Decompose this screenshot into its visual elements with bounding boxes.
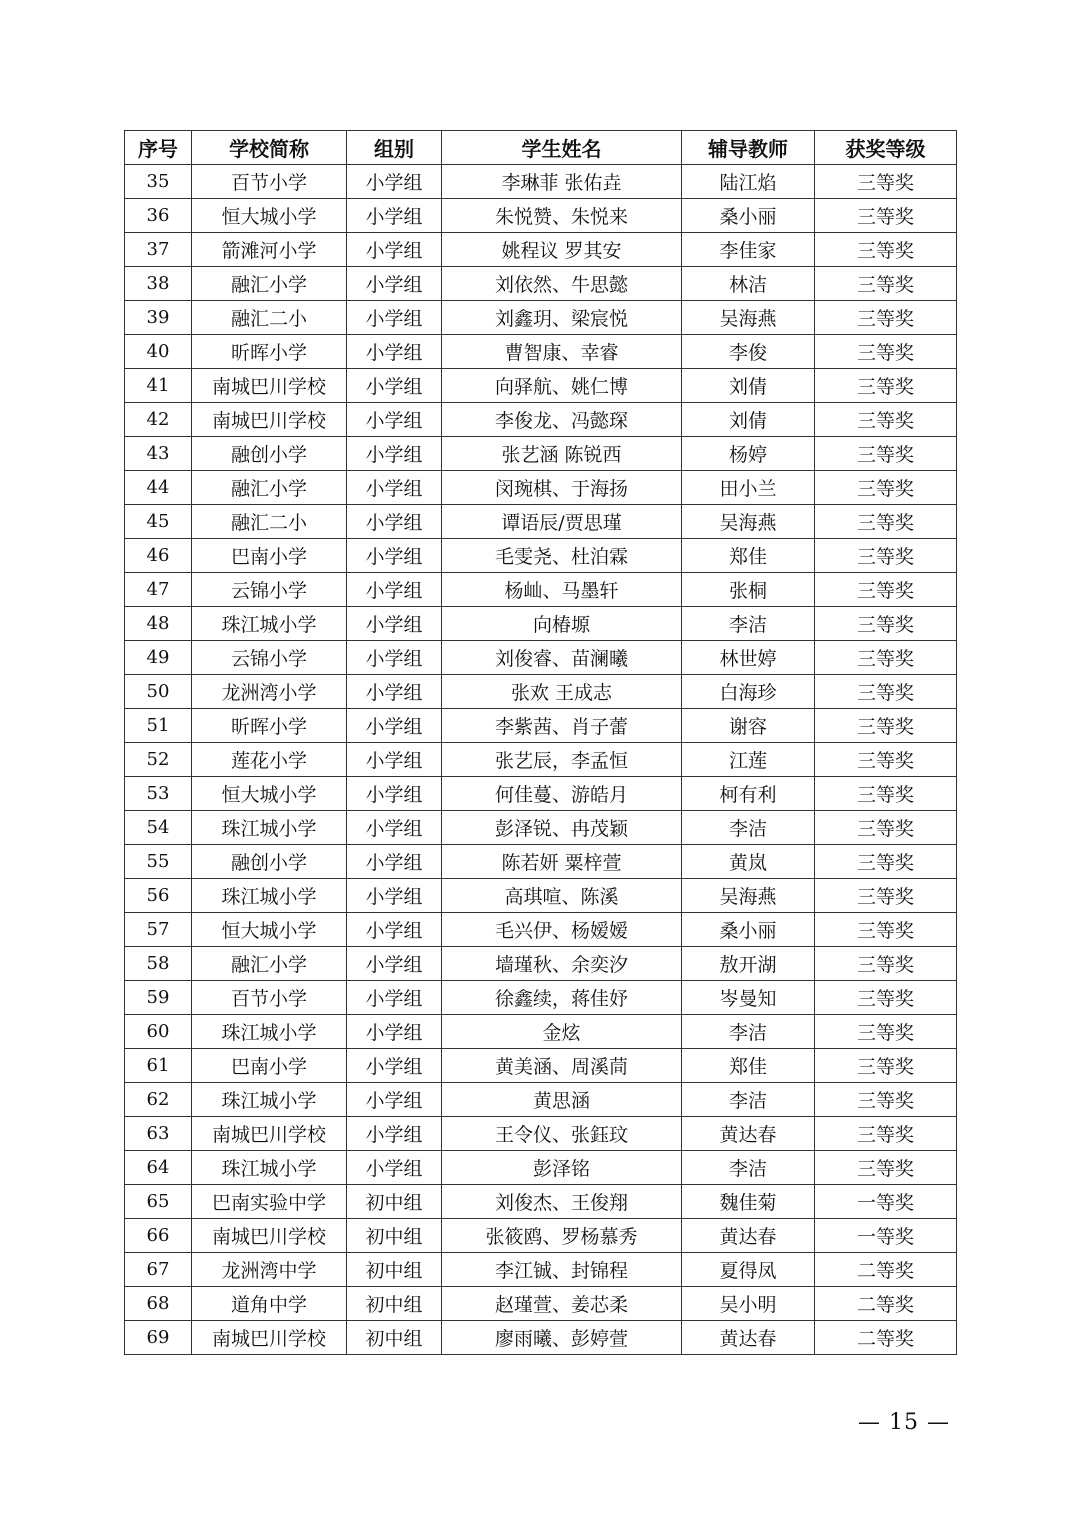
cell-students: 张欢 王成志 (442, 675, 682, 709)
table-row (125, 1151, 957, 1185)
cell-students: 李琳菲 张佑垚 (442, 165, 682, 199)
cell-award: 三等奖 (815, 845, 957, 879)
table-row (125, 471, 957, 505)
cell-index: 37 (125, 233, 192, 267)
cell-index: 53 (125, 777, 192, 811)
cell-group: 小学组 (347, 1083, 442, 1117)
cell-award: 三等奖 (815, 1015, 957, 1049)
cell-school: 昕晖小学 (192, 709, 347, 743)
cell-index: 54 (125, 811, 192, 845)
table-row (125, 199, 957, 233)
table-row (125, 709, 957, 743)
cell-award: 三等奖 (815, 369, 957, 403)
cell-teacher: 陆江焰 (682, 165, 815, 199)
cell-school: 云锦小学 (192, 573, 347, 607)
table-row (125, 505, 957, 539)
cell-students: 陈若妍 粟梓萱 (442, 845, 682, 879)
header-award: 获奖等级 (815, 131, 957, 165)
cell-teacher: 郑佳 (682, 1049, 815, 1083)
cell-teacher: 吴小明 (682, 1287, 815, 1321)
cell-index: 39 (125, 301, 192, 335)
table-row (125, 607, 957, 641)
cell-students: 李江铖、封锦程 (442, 1253, 682, 1287)
cell-students: 向驿航、姚仁博 (442, 369, 682, 403)
cell-group: 小学组 (347, 1015, 442, 1049)
cell-school: 南城巴川学校 (192, 1219, 347, 1253)
cell-students: 何佳蔓、游皓月 (442, 777, 682, 811)
cell-school: 融创小学 (192, 845, 347, 879)
cell-index: 65 (125, 1185, 192, 1219)
cell-index: 48 (125, 607, 192, 641)
cell-students: 黄美涵、周溪茼 (442, 1049, 682, 1083)
table-row (125, 1185, 957, 1219)
table-row (125, 913, 957, 947)
cell-award: 二等奖 (815, 1253, 957, 1287)
cell-students: 毛雯尧、杜泊霖 (442, 539, 682, 573)
cell-school: 南城巴川学校 (192, 1321, 347, 1355)
cell-index: 64 (125, 1151, 192, 1185)
cell-teacher: 黄岚 (682, 845, 815, 879)
cell-group: 小学组 (347, 233, 442, 267)
table-row (125, 301, 957, 335)
cell-teacher: 田小兰 (682, 471, 815, 505)
cell-award: 三等奖 (815, 165, 957, 199)
header-school: 学校简称 (192, 131, 347, 165)
cell-students: 杨屾、马墨轩 (442, 573, 682, 607)
cell-group: 小学组 (347, 743, 442, 777)
cell-group: 小学组 (347, 947, 442, 981)
cell-students: 李紫茜、肖子蕾 (442, 709, 682, 743)
cell-group: 小学组 (347, 1151, 442, 1185)
cell-index: 51 (125, 709, 192, 743)
cell-award: 三等奖 (815, 777, 957, 811)
cell-award: 三等奖 (815, 471, 957, 505)
cell-school: 融创小学 (192, 437, 347, 471)
cell-teacher: 李洁 (682, 1151, 815, 1185)
cell-school: 百节小学 (192, 165, 347, 199)
cell-school: 恒大城小学 (192, 777, 347, 811)
cell-index: 45 (125, 505, 192, 539)
table-row (125, 845, 957, 879)
cell-group: 小学组 (347, 403, 442, 437)
cell-award: 一等奖 (815, 1219, 957, 1253)
cell-students: 刘俊睿、苗澜曦 (442, 641, 682, 675)
cell-teacher: 黄达春 (682, 1321, 815, 1355)
header-teacher: 辅导教师 (682, 131, 815, 165)
cell-award: 三等奖 (815, 199, 957, 233)
cell-group: 小学组 (347, 811, 442, 845)
cell-students: 谭语辰/贾思瑾 (442, 505, 682, 539)
cell-group: 小学组 (347, 165, 442, 199)
header-students: 学生姓名 (442, 131, 682, 165)
table-row (125, 1015, 957, 1049)
cell-group: 小学组 (347, 641, 442, 675)
award-table (124, 130, 957, 1355)
cell-teacher: 李俊 (682, 335, 815, 369)
cell-teacher: 杨婷 (682, 437, 815, 471)
table-row (125, 165, 957, 199)
cell-teacher: 李佳家 (682, 233, 815, 267)
cell-teacher: 吴海燕 (682, 505, 815, 539)
cell-students: 王令仪、张鈺玟 (442, 1117, 682, 1151)
table-row (125, 743, 957, 777)
table-row (125, 437, 957, 471)
cell-award: 三等奖 (815, 879, 957, 913)
cell-school: 百节小学 (192, 981, 347, 1015)
cell-index: 52 (125, 743, 192, 777)
cell-group: 小学组 (347, 301, 442, 335)
table-row (125, 675, 957, 709)
cell-teacher: 林洁 (682, 267, 815, 301)
cell-teacher: 黄达春 (682, 1117, 815, 1151)
cell-teacher: 李洁 (682, 1083, 815, 1117)
cell-index: 62 (125, 1083, 192, 1117)
cell-award: 三等奖 (815, 913, 957, 947)
cell-award: 三等奖 (815, 1151, 957, 1185)
cell-award: 三等奖 (815, 709, 957, 743)
cell-school: 珠江城小学 (192, 879, 347, 913)
cell-teacher: 夏得凤 (682, 1253, 815, 1287)
cell-school: 珠江城小学 (192, 811, 347, 845)
cell-teacher: 岑曼知 (682, 981, 815, 1015)
cell-index: 47 (125, 573, 192, 607)
header-index: 序号 (125, 131, 192, 165)
table-row (125, 539, 957, 573)
cell-index: 49 (125, 641, 192, 675)
cell-teacher: 李洁 (682, 1015, 815, 1049)
cell-teacher: 魏佳菊 (682, 1185, 815, 1219)
cell-award: 三等奖 (815, 607, 957, 641)
cell-school: 南城巴川学校 (192, 403, 347, 437)
cell-teacher: 张桐 (682, 573, 815, 607)
cell-school: 龙洲湾小学 (192, 675, 347, 709)
cell-group: 小学组 (347, 539, 442, 573)
cell-index: 66 (125, 1219, 192, 1253)
cell-school: 融汇二小 (192, 505, 347, 539)
cell-students: 赵瑾萱、姜芯柔 (442, 1287, 682, 1321)
cell-group: 小学组 (347, 913, 442, 947)
table-row (125, 641, 957, 675)
cell-school: 道角中学 (192, 1287, 347, 1321)
cell-award: 三等奖 (815, 675, 957, 709)
cell-group: 初中组 (347, 1185, 442, 1219)
cell-award: 三等奖 (815, 947, 957, 981)
cell-students: 刘依然、牛思懿 (442, 267, 682, 301)
cell-students: 朱悦赞、朱悦来 (442, 199, 682, 233)
cell-school: 南城巴川学校 (192, 369, 347, 403)
cell-school: 巴南实验中学 (192, 1185, 347, 1219)
cell-index: 55 (125, 845, 192, 879)
table-row (125, 1219, 957, 1253)
cell-students: 彭泽锐、冉茂颖 (442, 811, 682, 845)
cell-group: 小学组 (347, 845, 442, 879)
cell-students: 刘鑫玥、梁宸悦 (442, 301, 682, 335)
cell-award: 三等奖 (815, 981, 957, 1015)
cell-students: 徐鑫续，蒋佳妤 (442, 981, 682, 1015)
table-row (125, 1117, 957, 1151)
cell-group: 初中组 (347, 1219, 442, 1253)
table-row (125, 879, 957, 913)
cell-school: 融汇小学 (192, 267, 347, 301)
cell-school: 箭滩河小学 (192, 233, 347, 267)
cell-award: 二等奖 (815, 1287, 957, 1321)
cell-group: 小学组 (347, 709, 442, 743)
page-number: — 15 — (858, 1410, 950, 1435)
cell-group: 小学组 (347, 369, 442, 403)
cell-teacher: 桑小丽 (682, 199, 815, 233)
cell-school: 融汇二小 (192, 301, 347, 335)
cell-students: 廖雨曦、彭婷萱 (442, 1321, 682, 1355)
cell-students: 黄思涵 (442, 1083, 682, 1117)
cell-group: 小学组 (347, 1117, 442, 1151)
table-row (125, 811, 957, 845)
cell-school: 恒大城小学 (192, 199, 347, 233)
cell-index: 36 (125, 199, 192, 233)
cell-index: 40 (125, 335, 192, 369)
cell-students: 曹智康、幸睿 (442, 335, 682, 369)
cell-group: 小学组 (347, 573, 442, 607)
cell-group: 小学组 (347, 777, 442, 811)
cell-teacher: 白海珍 (682, 675, 815, 709)
cell-group: 小学组 (347, 335, 442, 369)
cell-award: 三等奖 (815, 811, 957, 845)
cell-school: 融汇小学 (192, 471, 347, 505)
cell-school: 恒大城小学 (192, 913, 347, 947)
cell-school: 巴南小学 (192, 1049, 347, 1083)
cell-school: 巴南小学 (192, 539, 347, 573)
cell-award: 二等奖 (815, 1321, 957, 1355)
cell-award: 三等奖 (815, 301, 957, 335)
cell-index: 42 (125, 403, 192, 437)
table-row (125, 335, 957, 369)
cell-students: 闵琬棋、于海扬 (442, 471, 682, 505)
cell-award: 三等奖 (815, 233, 957, 267)
cell-school: 南城巴川学校 (192, 1117, 347, 1151)
cell-students: 刘俊杰、王俊翔 (442, 1185, 682, 1219)
cell-award: 三等奖 (815, 1117, 957, 1151)
cell-award: 三等奖 (815, 573, 957, 607)
table-row (125, 267, 957, 301)
cell-group: 初中组 (347, 1287, 442, 1321)
table-row (125, 403, 957, 437)
cell-students: 姚程议 罗其安 (442, 233, 682, 267)
cell-teacher: 郑佳 (682, 539, 815, 573)
cell-index: 61 (125, 1049, 192, 1083)
cell-award: 三等奖 (815, 437, 957, 471)
cell-students: 李俊龙、冯懿琛 (442, 403, 682, 437)
header-row (125, 131, 957, 165)
cell-teacher: 谢容 (682, 709, 815, 743)
cell-students: 彭泽铭 (442, 1151, 682, 1185)
cell-group: 小学组 (347, 437, 442, 471)
cell-award: 一等奖 (815, 1185, 957, 1219)
cell-group: 小学组 (347, 1049, 442, 1083)
cell-teacher: 李洁 (682, 811, 815, 845)
table-row (125, 777, 957, 811)
table-row (125, 1287, 957, 1321)
cell-group: 小学组 (347, 879, 442, 913)
cell-award: 三等奖 (815, 505, 957, 539)
cell-teacher: 江莲 (682, 743, 815, 777)
cell-index: 59 (125, 981, 192, 1015)
cell-group: 小学组 (347, 981, 442, 1015)
cell-school: 珠江城小学 (192, 1015, 347, 1049)
cell-index: 41 (125, 369, 192, 403)
cell-teacher: 黄达春 (682, 1219, 815, 1253)
cell-award: 三等奖 (815, 539, 957, 573)
cell-group: 初中组 (347, 1253, 442, 1287)
cell-teacher: 桑小丽 (682, 913, 815, 947)
table-row (125, 947, 957, 981)
cell-teacher: 刘倩 (682, 369, 815, 403)
cell-index: 60 (125, 1015, 192, 1049)
cell-group: 小学组 (347, 607, 442, 641)
cell-group: 小学组 (347, 199, 442, 233)
cell-school: 龙洲湾中学 (192, 1253, 347, 1287)
table-row (125, 573, 957, 607)
cell-students: 毛兴伊、杨嫒嫒 (442, 913, 682, 947)
cell-teacher: 柯有利 (682, 777, 815, 811)
cell-school: 珠江城小学 (192, 1083, 347, 1117)
cell-teacher: 林世婷 (682, 641, 815, 675)
cell-teacher: 吴海燕 (682, 301, 815, 335)
cell-index: 46 (125, 539, 192, 573)
cell-school: 融汇小学 (192, 947, 347, 981)
cell-students: 墙瑾秋、余奕汐 (442, 947, 682, 981)
table-row (125, 233, 957, 267)
cell-award: 三等奖 (815, 641, 957, 675)
cell-school: 珠江城小学 (192, 1151, 347, 1185)
cell-group: 小学组 (347, 675, 442, 709)
cell-index: 35 (125, 165, 192, 199)
cell-award: 三等奖 (815, 1049, 957, 1083)
cell-index: 67 (125, 1253, 192, 1287)
cell-index: 50 (125, 675, 192, 709)
cell-index: 63 (125, 1117, 192, 1151)
cell-school: 云锦小学 (192, 641, 347, 675)
cell-group: 小学组 (347, 505, 442, 539)
cell-students: 高琪喧、陈溪 (442, 879, 682, 913)
table-row (125, 369, 957, 403)
table-row (125, 1083, 957, 1117)
cell-award: 三等奖 (815, 267, 957, 301)
table-row (125, 981, 957, 1015)
cell-teacher: 吴海燕 (682, 879, 815, 913)
table-row (125, 1321, 957, 1355)
cell-index: 44 (125, 471, 192, 505)
cell-index: 57 (125, 913, 192, 947)
header-group: 组别 (347, 131, 442, 165)
cell-award: 三等奖 (815, 403, 957, 437)
cell-index: 43 (125, 437, 192, 471)
cell-group: 初中组 (347, 1321, 442, 1355)
table-body (125, 165, 957, 1355)
cell-award: 三等奖 (815, 1083, 957, 1117)
cell-teacher: 刘倩 (682, 403, 815, 437)
cell-students: 金炫 (442, 1015, 682, 1049)
cell-students: 张筱鸥、罗杨慕秀 (442, 1219, 682, 1253)
cell-index: 69 (125, 1321, 192, 1355)
cell-index: 56 (125, 879, 192, 913)
cell-award: 三等奖 (815, 743, 957, 777)
cell-group: 小学组 (347, 267, 442, 301)
cell-school: 昕晖小学 (192, 335, 347, 369)
cell-index: 58 (125, 947, 192, 981)
cell-teacher: 敖开湖 (682, 947, 815, 981)
cell-students: 向椿塬 (442, 607, 682, 641)
table-row (125, 1049, 957, 1083)
cell-group: 小学组 (347, 471, 442, 505)
table-row (125, 1253, 957, 1287)
cell-students: 张艺辰，李孟恒 (442, 743, 682, 777)
cell-students: 张艺涵 陈锐西 (442, 437, 682, 471)
cell-index: 38 (125, 267, 192, 301)
cell-school: 珠江城小学 (192, 607, 347, 641)
cell-teacher: 李洁 (682, 607, 815, 641)
cell-index: 68 (125, 1287, 192, 1321)
cell-school: 莲花小学 (192, 743, 347, 777)
cell-award: 三等奖 (815, 335, 957, 369)
